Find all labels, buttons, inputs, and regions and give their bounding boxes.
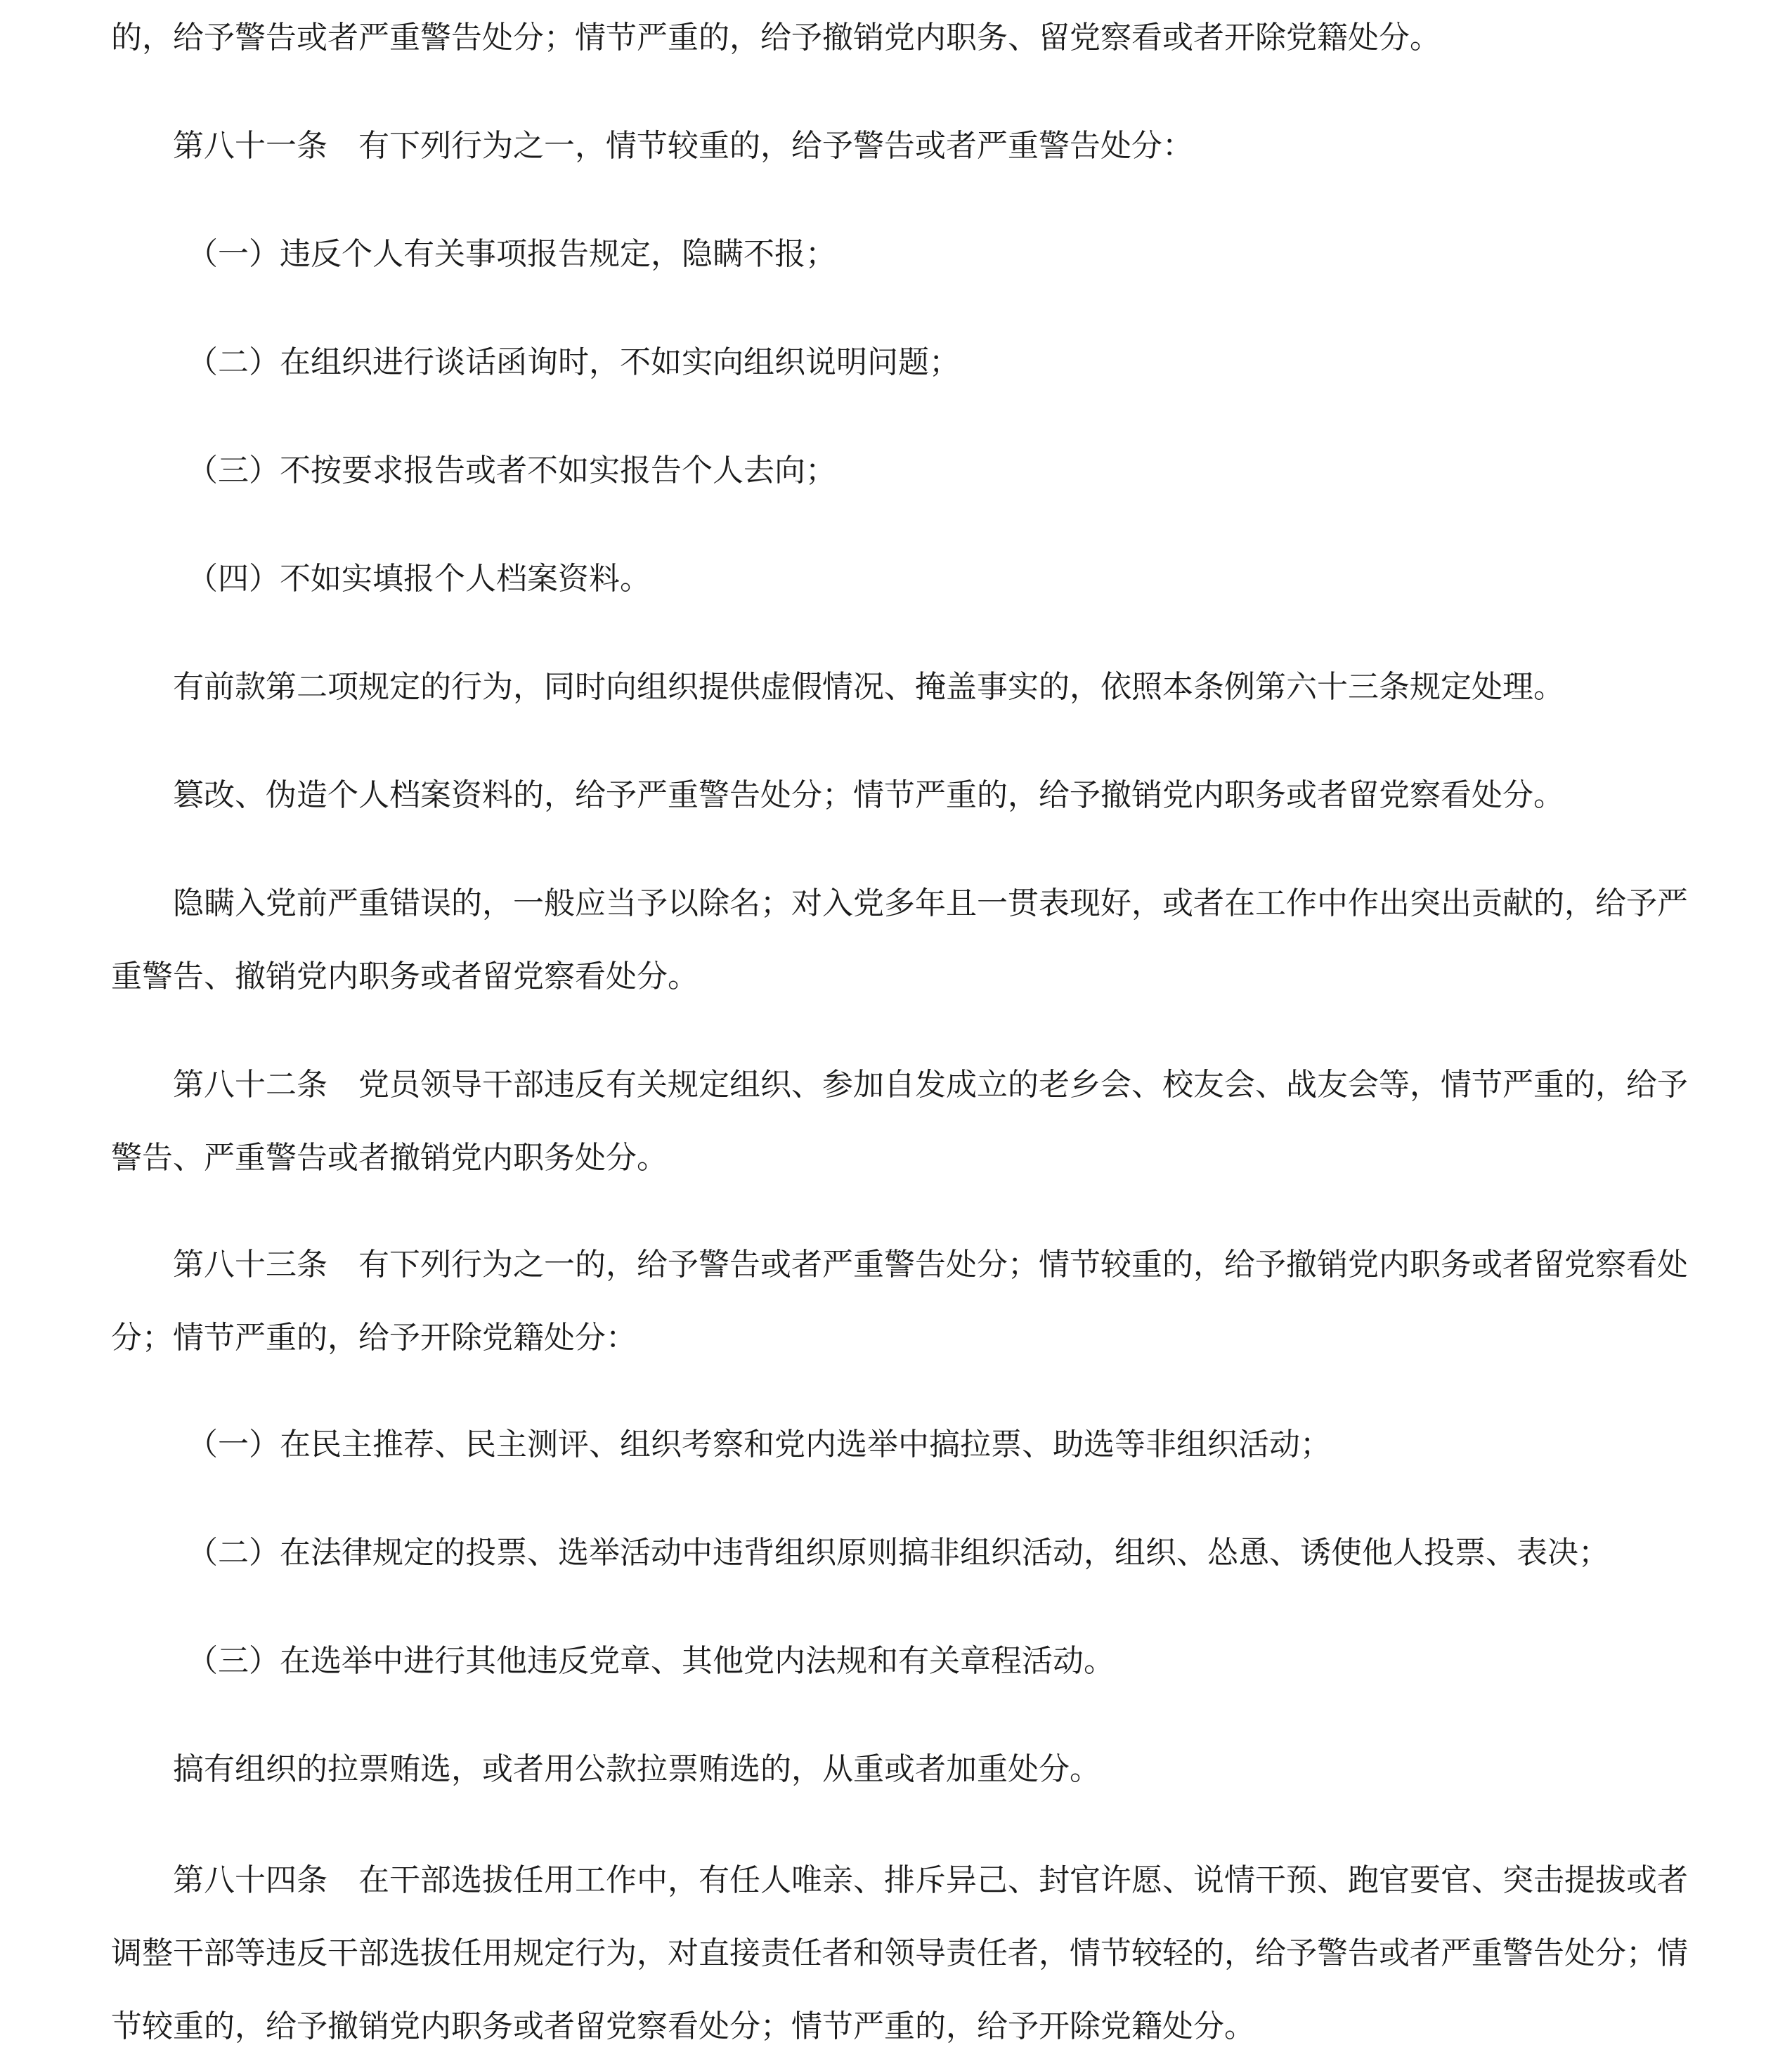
paragraph-continuation: 的，给予警告或者严重警告处分；情节严重的，给予撤销党内职务、留党察看或者开除党籍处分。 (111, 20, 1441, 56)
article-83: 第八十三条 有下列行为之一的，给予警告或者严重警告处分；情节较重的，给予撤销党内职务或者留党察看处分；情节严重的，给予开除党籍处分： (111, 1247, 1688, 1356)
article-83-item-2: （二）在法律规定的投票、选举活动中违背组织原则搞非组织活动，组织、怂恿、诱使他人投票、表决； (187, 1535, 1609, 1571)
article-81-clause-4: 隐瞒入党前严重错误的，一般应当予以除名；对入党多年且一贯表现好，或者在工作中作出突出贡献的，给予严重警告、撤销党内职务或者留党察看处分。 (111, 885, 1688, 994)
article-81-item-1: （一）违反个人有关事项报告规定，隐瞒不报； (187, 236, 836, 272)
article-82: 第八十二条 党员领导干部违反有关规定组织、参加自发成立的老乡会、校友会、战友会等，情节严重的，给予警告、严重警告或者撤销党内职务处分。 (111, 1067, 1688, 1176)
article-81-clause-3: 篡改、伪造个人档案资料的，给予严重警告处分；情节严重的，给予撤销党内职务或者留党察看处分。 (173, 777, 1564, 813)
article-83-clause-2: 搞有组织的拉票贿选，或者用公款拉票贿选的，从重或者加重处分。 (173, 1751, 1100, 1787)
article-84: 第八十四条 在干部选拔任用工作中，有任人唯亲、排斥异己、封官许愿、说情干预、跑官要官、突击提拔或者调整干部等违反干部选拔任用规定行为，对直接责任者和领导责任者，情节较轻的，给予警告或者严重警告处分；情节较重的，给予撤销党内职务或者留党察看处分；情节严重的，给予开除党籍处分。 (111, 1862, 1688, 2044)
article-81-clause-2: 有前款第二项规定的行为，同时向组织提供虚假情况、掩盖事实的，依照本条例第六十三条规定处理。 (173, 669, 1564, 705)
article-81-item-4: （四）不如实填报个人档案资料。 (187, 561, 651, 597)
article-83-item-3: （三）在选举中进行其他违反党章、其他党内法规和有关章程活动。 (187, 1643, 1115, 1679)
article-81: 第八十一条 有下列行为之一，情节较重的，给予警告或者严重警告处分： (173, 128, 1193, 164)
article-83-item-1: （一）在民主推荐、民主测评、组织考察和党内选举中搞拉票、助选等非组织活动； (187, 1427, 1331, 1462)
article-81-item-3: （三）不按要求报告或者不如实报告个人去向； (187, 453, 836, 488)
article-81-item-2: （二）在组织进行谈话函询时，不如实向组织说明问题； (187, 344, 960, 380)
